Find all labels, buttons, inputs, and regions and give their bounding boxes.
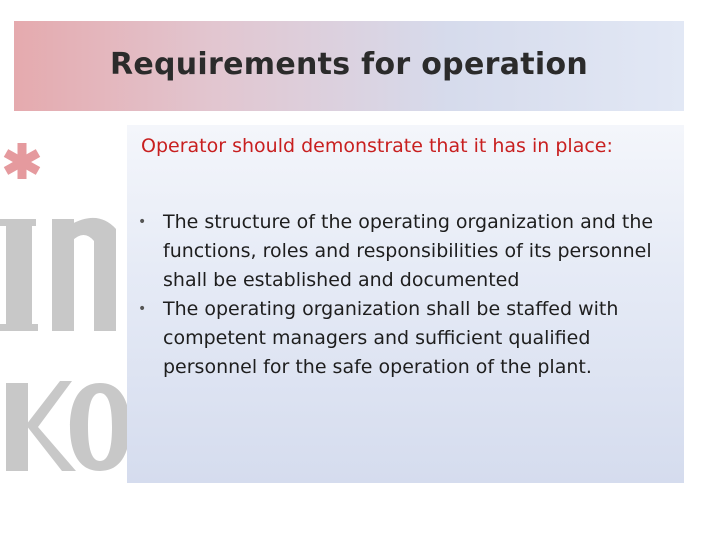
bullet-text: The operating organization shall be staffed with competent managers and sufficient qualified personnel for the safe operation of the plant. [163,298,619,378]
slide-title: Requirements for operation [109,47,589,82]
asterisk-icon [6,143,38,179]
logo-letters [0,218,130,471]
content-box [127,125,684,483]
title-bar [14,21,684,111]
bullet-item [127,295,684,382]
bullet-icon: • [138,214,147,230]
bullet-list [127,208,684,382]
inko-logo-watermark [0,125,130,485]
bullet-text: The structure of the operating organization and the functions, roles and responsibilities of its personnel shall be established and documented [163,211,654,291]
intro-text: Operator should demonstrate that it has in place: [141,135,613,157]
bullet-icon: • [138,301,147,317]
bullet-item [127,208,684,295]
